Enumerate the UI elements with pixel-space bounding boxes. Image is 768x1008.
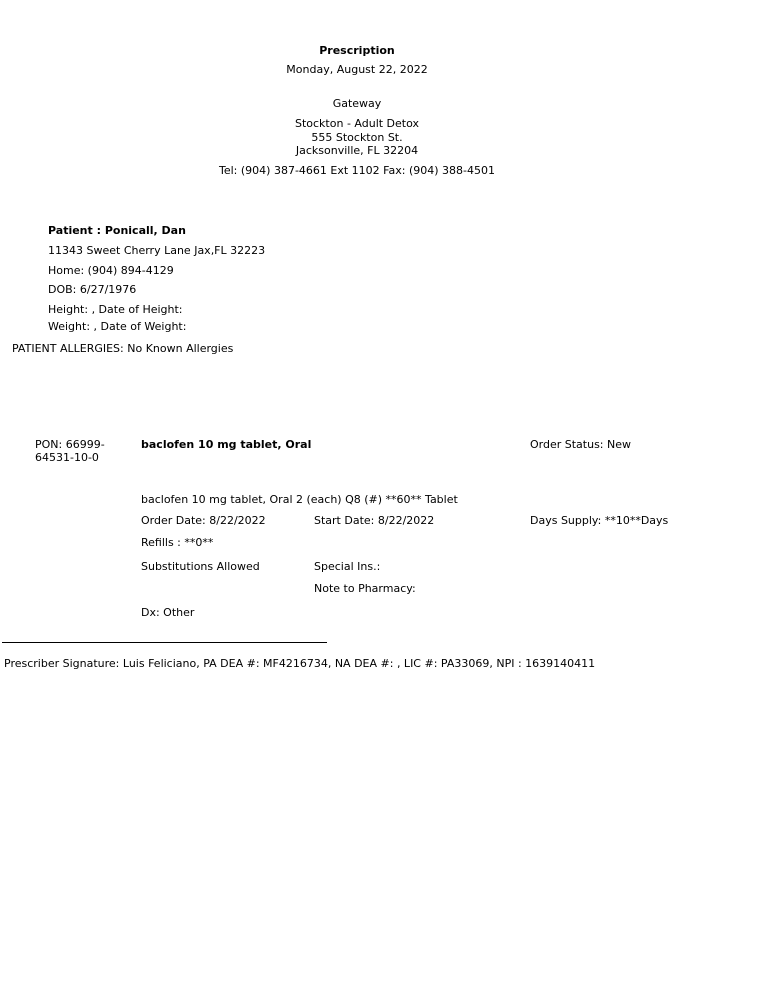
order-start-date: Start Date: 8/22/2022	[314, 514, 435, 527]
patient-dob: DOB: 6/27/1976	[48, 283, 137, 296]
order-sig: baclofen 10 mg tablet, Oral 2 (each) Q8 (#) **60** Tablet	[141, 493, 458, 506]
facility-phone: Tel: (904) 387-4661 Ext 1102 Fax: (904) 388-4501	[219, 164, 495, 177]
patient-address: 11343 Sweet Cherry Lane Jax,FL 32223	[48, 244, 266, 257]
order-status: Order Status: New	[530, 438, 632, 451]
order-date: Order Date: 8/22/2022	[141, 514, 266, 527]
prescriber-signature: Prescriber Signature: Luis Feliciano, PA DEA #: MF4216734, NA DEA #: , LIC #: PA33069, NPI : 1639140411	[4, 657, 596, 670]
order-special-instructions: Special Ins.:	[314, 560, 381, 573]
patient-allergies: PATIENT ALLERGIES: No Known Allergies	[12, 342, 234, 355]
patient-height: Height: , Date of Height:	[48, 303, 183, 316]
order-pon-line1: PON: 66999-	[35, 438, 105, 451]
facility-city: Jacksonville, FL 32204	[295, 144, 419, 157]
signature-line	[2, 642, 327, 643]
order-drug-name: baclofen 10 mg tablet, Oral	[141, 438, 312, 451]
order-diagnosis: Dx: Other	[141, 606, 195, 619]
facility-street: 555 Stockton St.	[311, 131, 403, 144]
document-title: Prescription	[319, 44, 395, 57]
order-note-to-pharmacy: Note to Pharmacy:	[314, 582, 416, 595]
facility-name: Stockton - Adult Detox	[294, 117, 420, 130]
organization-name: Gateway	[332, 97, 382, 110]
order-days-supply: Days Supply: **10**Days	[530, 514, 669, 527]
order-pon-line2: 64531-10-0	[35, 451, 99, 464]
prescription-date: Monday, August 22, 2022	[286, 63, 428, 76]
order-refills: Refills : **0**	[141, 536, 214, 549]
patient-name: Patient : Ponicall, Dan	[48, 224, 186, 237]
order-substitutions: Substitutions Allowed	[141, 560, 260, 573]
patient-home-phone: Home: (904) 894-4129	[48, 264, 174, 277]
patient-weight: Weight: , Date of Weight:	[48, 320, 187, 333]
